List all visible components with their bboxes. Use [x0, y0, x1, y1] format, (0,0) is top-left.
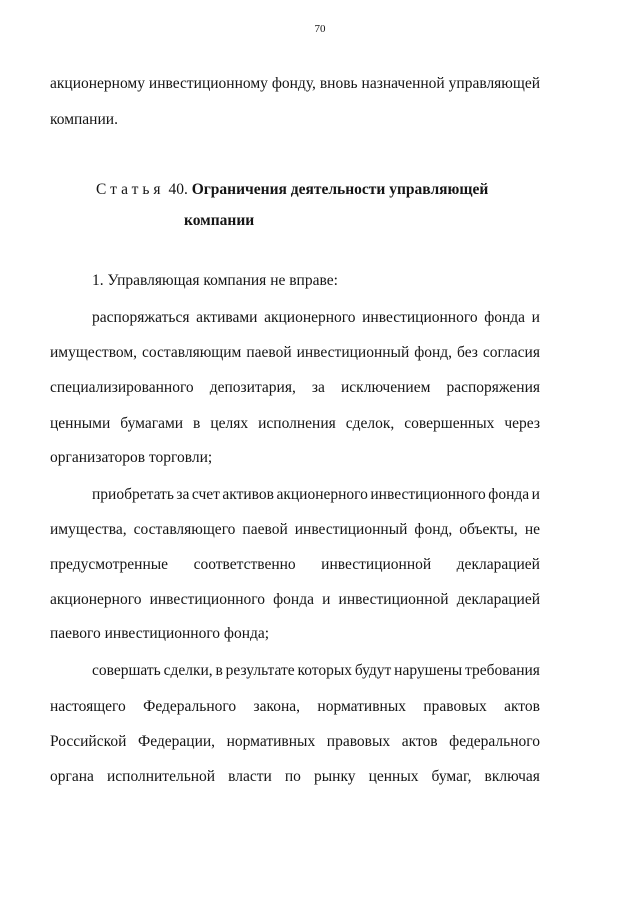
- word: инвестиционного: [370, 486, 486, 503]
- word: настоящего: [50, 698, 126, 715]
- text-line: [50, 75, 540, 93]
- article-title: Ограничения деятельности управляющей: [191, 181, 489, 198]
- word: имуществом,: [50, 344, 138, 361]
- article-heading: [96, 181, 488, 199]
- text-line: [92, 662, 540, 680]
- word: приобретать: [92, 486, 174, 503]
- word: включая: [484, 768, 540, 785]
- word: фонду,: [271, 75, 316, 92]
- word: объекты,: [459, 521, 518, 538]
- word: нормативных: [226, 733, 316, 750]
- word: Федерации,: [137, 733, 216, 750]
- word: активами: [196, 309, 258, 326]
- word: и: [531, 486, 540, 503]
- word: имущества,: [50, 521, 127, 538]
- word: инвестиционному: [148, 75, 268, 92]
- word: которых: [297, 662, 353, 679]
- word: сделок,: [345, 415, 395, 432]
- word: Федерального: [143, 698, 237, 715]
- word: инвестиционный: [296, 344, 410, 361]
- article-title-continuation: компании: [184, 212, 255, 229]
- word: целях: [210, 415, 249, 432]
- word: фонда: [488, 486, 530, 503]
- word: федерального: [449, 733, 540, 750]
- word: назначенной: [361, 75, 445, 92]
- word: требования: [464, 662, 540, 679]
- clause-lead: 1. Управляющая компания не вправе:: [92, 272, 338, 289]
- text-line: [92, 486, 540, 504]
- word: Российской: [50, 733, 127, 750]
- word: фонда: [273, 591, 314, 608]
- word: инвестиционного: [149, 591, 266, 608]
- word: инвестиционной: [338, 591, 449, 608]
- text-line: [50, 379, 540, 397]
- word: правовых: [423, 698, 487, 715]
- word: вновь: [319, 75, 358, 92]
- text-line: [50, 768, 540, 786]
- word: предусмотренные: [50, 556, 169, 573]
- word: депозитария,: [209, 379, 296, 396]
- text-line: [50, 344, 540, 362]
- word: за: [311, 379, 325, 396]
- text-line: [50, 521, 540, 539]
- word: составляющим: [142, 344, 242, 361]
- word: нарушены: [394, 662, 463, 679]
- word: совершенных: [404, 415, 495, 432]
- word: бумаг,: [431, 768, 472, 785]
- page-number: 70: [314, 23, 326, 35]
- word: в: [193, 415, 201, 432]
- text-line: паевого инвестиционного фонда;: [50, 625, 270, 642]
- text-line: компании.: [50, 111, 118, 128]
- word: и: [322, 591, 331, 608]
- word: инвестиционного: [362, 309, 478, 326]
- word: инвестиционный: [294, 521, 408, 538]
- article-number: 40.: [168, 181, 188, 198]
- word: ценными: [50, 415, 111, 432]
- word: будут: [354, 662, 392, 679]
- word: власти: [228, 768, 272, 785]
- text-line: [50, 415, 540, 433]
- word: паевой: [246, 344, 292, 361]
- word: нормативных: [317, 698, 406, 715]
- word: соответственно: [193, 556, 296, 573]
- word: акционерного: [264, 309, 356, 326]
- word: исполнительной: [106, 768, 216, 785]
- word: бумагами: [120, 415, 184, 432]
- word: через: [504, 415, 540, 432]
- word: акционерному: [50, 75, 145, 92]
- word: счет: [191, 486, 220, 503]
- text-line: организаторов торговли;: [50, 449, 213, 466]
- word: без: [457, 344, 478, 361]
- word: не: [524, 521, 540, 538]
- word: за: [176, 486, 190, 503]
- word: инвестиционной: [321, 556, 432, 573]
- text-line: [50, 556, 540, 574]
- word: в: [215, 662, 223, 679]
- text-line: [92, 309, 540, 327]
- word: специализированного: [50, 379, 194, 396]
- word: исключением: [341, 379, 431, 396]
- word: активов: [222, 486, 274, 503]
- word: составляющего: [133, 521, 236, 538]
- word: по: [284, 768, 301, 785]
- word: декларацией: [456, 591, 540, 608]
- word: актов: [401, 733, 438, 750]
- word: правовых: [326, 733, 391, 750]
- word: фонд,: [414, 521, 453, 538]
- word: управляющей: [448, 75, 540, 92]
- word: фонда: [484, 309, 526, 326]
- word: исполнения: [258, 415, 336, 432]
- text-line: [50, 733, 540, 751]
- word: актов: [504, 698, 540, 715]
- word: согласия: [482, 344, 540, 361]
- article-label: Статья: [96, 181, 165, 198]
- word: сделки,: [163, 662, 213, 679]
- word: рынку: [313, 768, 356, 785]
- word: распоряжаться: [92, 309, 190, 326]
- word: акционерного: [50, 591, 142, 608]
- word: акционерного: [276, 486, 368, 503]
- word: декларацией: [456, 556, 540, 573]
- word: органа: [50, 768, 94, 785]
- word: распоряжения: [446, 379, 540, 396]
- word: паевой: [242, 521, 288, 538]
- text-line: [50, 591, 540, 609]
- word: результате: [225, 662, 295, 679]
- word: закона,: [253, 698, 301, 715]
- word: ценных: [368, 768, 419, 785]
- word: совершать: [92, 662, 161, 679]
- word: фонд,: [414, 344, 453, 361]
- word: и: [531, 309, 540, 326]
- text-line: [50, 698, 540, 716]
